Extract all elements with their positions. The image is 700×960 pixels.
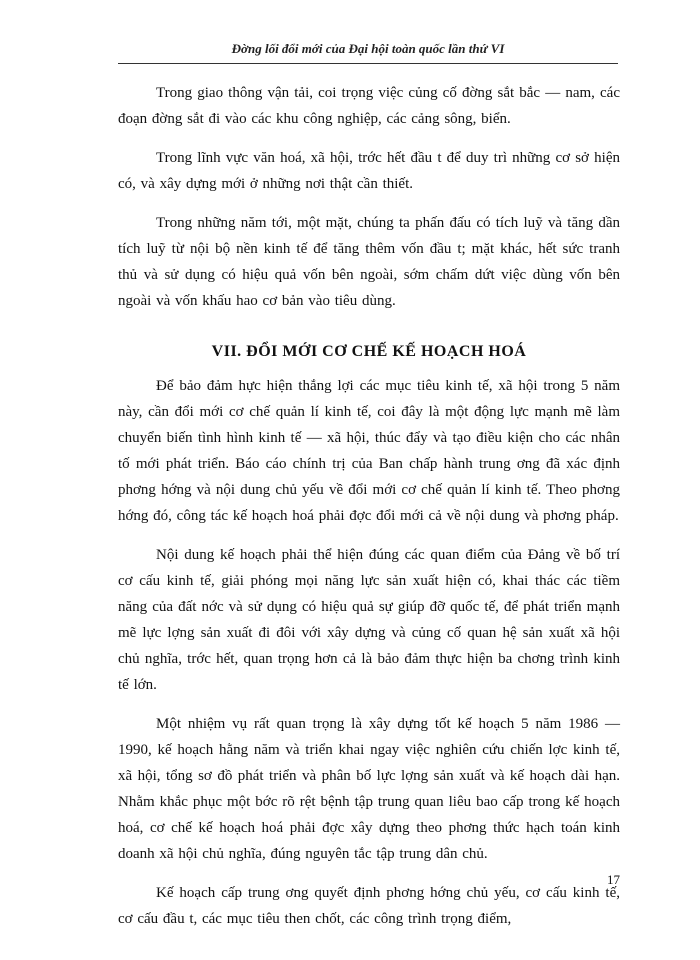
paragraph: Trong giao thông vận tải, coi trọng việc củng cố đờng sắt bắc — nam, các đoạn đờng sắt đi vào các khu công nghiệp, các cảng sông, biển.: [118, 85, 620, 127]
running-header: Đờng lối đổi mới của Đại hội toàn quốc lần thứ VI: [231, 41, 505, 56]
paragraph: Trong những năm tới, một mặt, chúng ta phấn đấu có tích luỹ và tăng dần tích luỹ từ nội bộ nền kinh tế để tăng thêm vốn đầu t; mặt khác, hết sức tranh thủ và sử dụng có hiệu quả vốn bên ngoài, sớm chấm dứt việc dùng vốn bên ngoài và vốn khấu hao cơ bản vào tiêu dùng.: [118, 215, 620, 309]
paragraph: Để bảo đảm hực hiện thắng lợi các mục tiêu kinh tế, xã hội trong 5 năm này, cần đổi mới cơ chế quản lí kinh tế, coi đây là một động lực mạnh mẽ làm chuyển biến tình hình kinh tế — xã hội, thúc đẩy và tạo điều kiện cho các nhân tố mới phát triển. Báo cáo chính trị của Ban chấp hành trung ơng đã xác định phơng hớng và nội dung chủ yếu về đổi mới cơ chế quản lí kinh tế. Theo phơng hớng đó, công tác kế hoạch hoá phải đợc đổi mới cả về nội dung và phơng pháp.: [118, 378, 620, 524]
paragraph: Nội dung kế hoạch phải thể hiện đúng các quan điểm của Đảng về bố trí cơ cấu kinh tế, giải phóng mọi năng lực sản xuất hiện có, khai thác các tiềm năng của đất nớc và sử dụng có hiệu quả sự giúp đỡ quốc tế, để phát triển mạnh mẽ lực lợng sản xuất đi đôi với xây dựng và củng cố quan hệ sản xuất xã hội chủ nghĩa, trớc hết, quan trọng hơn cả là bảo đảm thực hiện ba chơng trình kinh tế lớn.: [118, 547, 620, 693]
page-number: 17: [607, 872, 620, 887]
header-rule: [118, 63, 618, 64]
body-text: [118, 80, 620, 945]
paragraph: Một nhiệm vụ rất quan trọng là xây dựng tốt kế hoạch 5 năm 1986 — 1990, kế hoạch hằng năm và triển khai ngay việc nghiên cứu chiến lợc kinh tế, xã hội, tổng sơ đồ phát triển và phân bố lực lợng sản xuất và kế hoạch dài hạn. Nhằm khắc phục một bớc rõ rệt bệnh tập trung quan liêu bao cấp trong kế hoạch hoá, cơ chế kế hoạch hoá phải đợc xây dựng theo phơng thức hạch toán kinh doanh xã hội chủ nghĩa, đúng nguyên tắc tập trung dân chủ.: [118, 716, 620, 862]
paragraph: Kế hoạch cấp trung ơng quyết định phơng hớng chủ yếu, cơ cấu kinh tế, cơ cấu đầu t, các mục tiêu then chốt, các công trình trọng điểm,: [118, 885, 620, 927]
section-title: VII. ĐỔI MỚI CƠ CHẾ KẾ HOẠCH HOÁ: [211, 343, 527, 360]
paragraph: Trong lĩnh vực văn hoá, xã hội, trớc hết đầu t để duy trì những cơ sở hiện có, và xây dựng mới ở những nơi thật cần thiết.: [118, 150, 620, 192]
